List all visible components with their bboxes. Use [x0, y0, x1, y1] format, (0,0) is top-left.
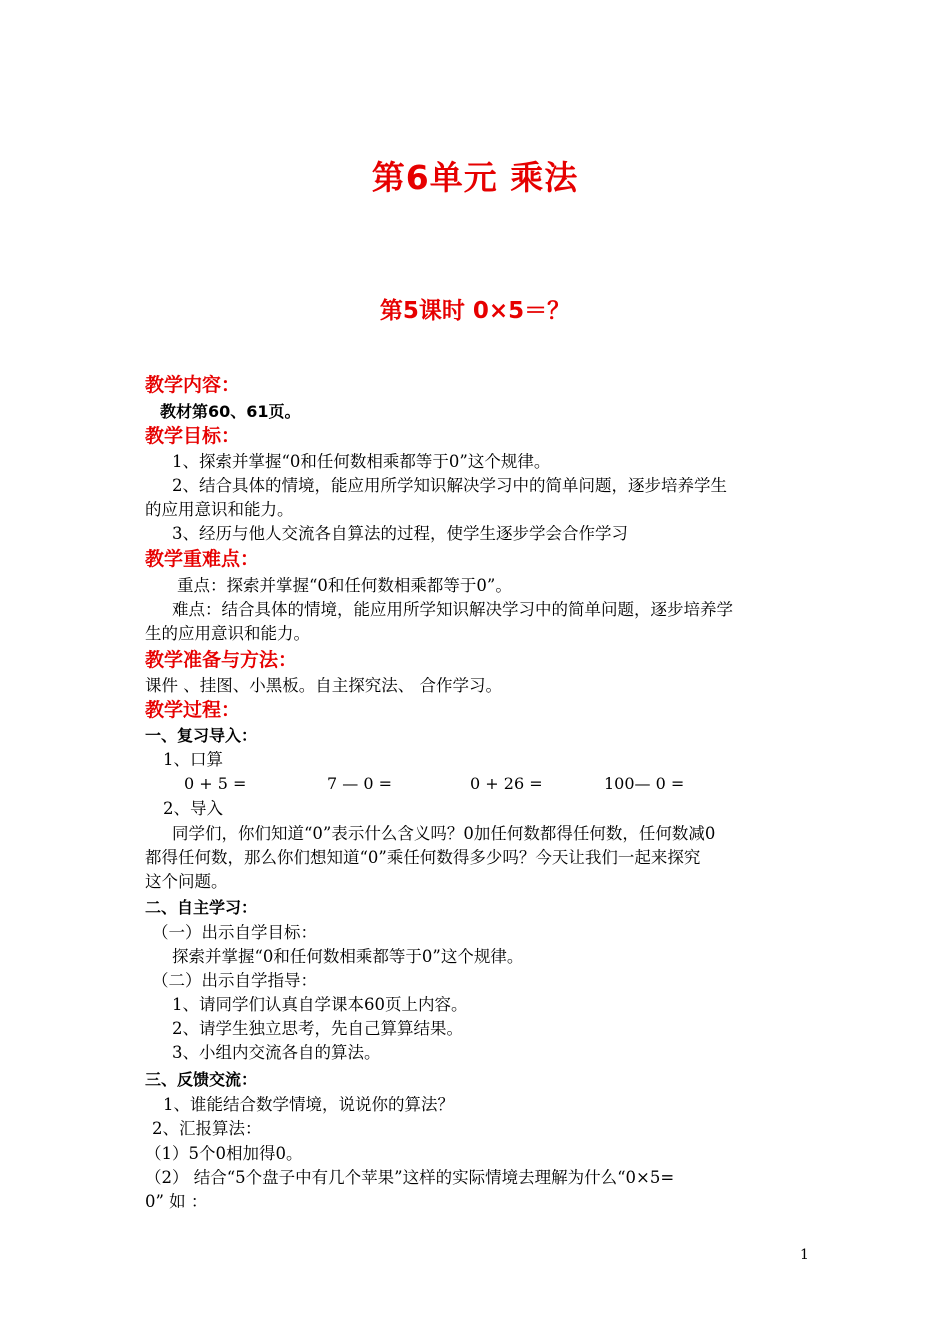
calc-item-1: 0 + 5 =: [184, 774, 247, 793]
calc-item-2: 7 — 0 =: [327, 774, 393, 793]
lesson-title: 第5课时 0×5＝？: [379, 298, 571, 324]
calc-item-4: 100— 0 =: [604, 774, 685, 793]
section-1-item-1: 1、口算: [163, 750, 223, 769]
section-1-title: 一、复习导入：: [145, 726, 258, 745]
section-2-title: 二、自主学习：: [145, 898, 258, 917]
goal-3: 3、经历与他人交流各自算法的过程，使学生逐步学会合作学习: [172, 524, 628, 543]
method-2-line-2: 0” 如 ：: [145, 1192, 208, 1211]
content-heading: 教学内容：: [145, 374, 241, 396]
guide-item-3: 3、小组内交流各自的算法。: [172, 1043, 381, 1062]
self-study-goal-text: 探索并掌握“0和任何数相乘都等于0”这个规律。: [172, 947, 524, 966]
unit-title: 第6单元 乘法: [371, 158, 579, 197]
calc-item-3: 0 + 26 =: [470, 774, 543, 793]
difficulty-line-1: 难点：结合具体的情境，能应用所学知识解决学习中的简单问题，逐步培养学: [172, 600, 733, 619]
content-text: 教材第60、61页。: [160, 402, 301, 421]
guide-item-2: 2、请学生独立思考，先自己算算结果。: [172, 1019, 463, 1038]
key-point: 重点：探索并掌握“0和任何数相乘都等于0”。: [177, 576, 512, 595]
method-2-line-1: （2） 结合“5个盘子中有几个苹果”这样的实际情境去理解为什么“0×5=: [145, 1168, 675, 1187]
goal-2-line-2: 的应用意识和能力。: [145, 500, 294, 519]
goals-heading: 教学目标：: [145, 425, 241, 447]
method-1: （1）5个0相加得0。: [145, 1144, 303, 1163]
section-3-title: 三、反馈交流：: [145, 1070, 258, 1089]
key-points-heading: 教学重难点：: [145, 548, 260, 570]
prep-heading: 教学准备与方法：: [145, 649, 298, 671]
page-number: 1: [800, 1247, 809, 1263]
intro-line-2: 都得任何数，那么你们想知道“0”乘任何数得多少吗？今天让我们一起来探究: [145, 848, 701, 867]
intro-line-3: 这个问题。: [145, 872, 228, 891]
process-heading: 教学过程：: [145, 699, 241, 721]
goal-1: 1、探索并掌握“0和任何数相乘都等于0”这个规律。: [172, 452, 551, 471]
feedback-item-1: 1、谁能结合数学情境，说说你的算法？: [163, 1095, 454, 1114]
difficulty-line-2: 生的应用意识和能力。: [145, 624, 310, 643]
self-study-guide-heading: （二）出示自学指导：: [152, 971, 317, 990]
guide-item-1: 1、请同学们认真自学课本60页上内容。: [172, 995, 468, 1014]
feedback-item-2: 2、汇报算法：: [152, 1119, 262, 1138]
intro-line-1: 同学们，你们知道“0”表示什么含义吗？0加任何数都得任何数，任何数减0: [172, 824, 716, 843]
section-1-item-2: 2、导入: [163, 799, 223, 818]
self-study-goal-heading: （一）出示自学目标：: [152, 923, 317, 942]
prep-text: 课件 、挂图、小黑板。自主探究法、 合作学习。: [145, 676, 502, 695]
goal-2-line-1: 2、结合具体的情境，能应用所学知识解决学习中的简单问题，逐步培养学生: [172, 476, 727, 495]
